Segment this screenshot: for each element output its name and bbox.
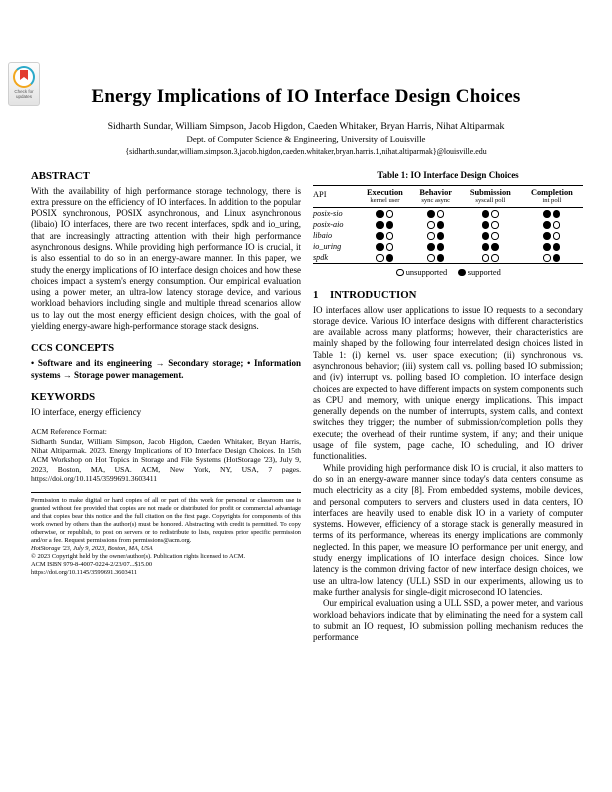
unsupported-circle-icon (427, 221, 435, 229)
support-cell (460, 252, 521, 264)
page-title: Energy Implications of IO Interface Design Choices (91, 86, 521, 107)
crossmark-badge[interactable] (8, 62, 40, 106)
supported-circle-icon (482, 232, 490, 240)
support-cell (460, 241, 521, 252)
supported-circle-icon (482, 210, 490, 218)
supported-circle-icon (376, 221, 384, 229)
support-cell (412, 230, 460, 241)
supported-circle-icon (437, 232, 445, 240)
supported-circle-icon (543, 232, 551, 240)
unsupported-circle-icon (427, 232, 435, 240)
unsupported-circle-icon (553, 221, 561, 229)
supported-circle-icon (386, 254, 394, 262)
support-cell (358, 230, 411, 241)
supported-circle-icon (458, 269, 466, 277)
unsupported-circle-icon (427, 254, 435, 262)
support-cell (521, 252, 583, 264)
doi-link[interactable]: https://doi.org/10.1145/3599691.3603411 (31, 568, 138, 576)
support-cell (412, 241, 460, 252)
supported-circle-icon (491, 243, 499, 251)
supported-circle-icon (553, 243, 561, 251)
supported-circle-icon (376, 210, 384, 218)
column-group-header: Execution kernel user (358, 185, 411, 207)
ccs-heading: CCS CONCEPTS (31, 342, 115, 355)
support-cell (521, 241, 583, 252)
acm-ref-text: Sidharth Sundar, William Simpson, Jacob Higdon, Caeden Whitaker, Bryan Harris, Nihat Altiparmak. 2023. Energy Implications of IO Interface Design Choices. In 15th ACM Workshop on Hot Topics in Storage and File Systems (HotStorage '23), July 9, 2023, Boston, MA, USA. ACM, New York, NY, USA, 7 pages. https://doi.org/10.1145/3599691.3603411 (31, 436, 301, 484)
api-name: posix-sio (313, 208, 343, 218)
unsupported-circle-icon (491, 232, 499, 240)
keywords-text: IO interface, energy efficiency (31, 406, 142, 417)
supported-circle-icon (543, 221, 551, 229)
unsupported-circle-icon (491, 221, 499, 229)
supported-circle-icon (437, 254, 445, 262)
keywords-heading: KEYWORDS (31, 390, 96, 403)
api-name: libaio (313, 230, 333, 240)
unsupported-circle-icon (386, 210, 394, 218)
api-column-header: API (313, 189, 327, 199)
unsupported-circle-icon (437, 210, 445, 218)
api-name: io_uring (313, 241, 342, 251)
supported-circle-icon (386, 221, 394, 229)
abstract-heading: ABSTRACT (31, 169, 90, 182)
supported-circle-icon (553, 210, 561, 218)
intro-paragraph-1: IO interfaces allow user applications to issue IO requests to a secondary storage device. Various IO interface designs with different characteristics are available across many platforms; however, their characteristics are mainly shaped by the following four interrelated design choices listed in Table 1: (i) kernel vs. user space execution; (ii) synchronous vs. asynchronous behavior; (iii) system call vs. polling based IO submission; and (iv) interrupt vs. polling based IO completion. IO interface design choices are expected to have different impacts on system components such as CPU and memory, with unique energy implications. This impact generally depends on the number of interrupts, system calls, and context switches they trigger; the number of submission/completion polls they execute; the overhead of their runtime system, if any; and their unique usage of file system, page cache, IO scheduling, and IO driver functionalities. (313, 304, 583, 462)
support-cell (358, 207, 411, 219)
support-cell (412, 219, 460, 230)
abstract-text: With the availability of high performance storage technology, there is extra pressure on the efficiency of IO interfaces. In addition to the popular POSIX synchronous, POSIX asynchronous, and Linux asynchronous (libaio) IO interfaces, there are two recent interfaces, spdk and io_uring, that are increasingly attracting attention with their high performance asynchronous designs. While providing high performance IO is crucial, it is also essential to do so in an energy-aware manner. In this paper, we study the energy implications of IO interface design choices and how these choices impact a system's energy consumption. Our empirical evaluation using a power meter, an ultra-low latency storage device, and various workload behaviors including single and multiple thread scenarios allow us to lay out the most energy efficient design choices, with the goal of yielding energy-aware high-performance storage stack designs. (31, 185, 302, 332)
intro-paragraph-2: While providing high performance disk IO is crucial, it also matters to do so in an energy-aware manner since today's data centers consume as much electricity as a city [8]. From embedded systems, mobile devices, and personal computers to servers and clusters used in data centers, IO interfaces are heavily used to enable disk IO in a variety of computer systems. However, efficiency of a storage stack is generally measured in terms of its performance, whereas its energy implications are commonly neglected. In this paper, we measure IO performance per unit energy, and study energy implications of IO interface design choices. Since low latency is the common driving factor of new interface design choices, we use an ultra-low latency (ULL) SSD in our experiments, allowing us to make further analysis for single-digit microsecond IO latencies. (313, 462, 583, 597)
supported-circle-icon (437, 243, 445, 251)
acm-ref-label: ACM Reference Format: (31, 427, 107, 437)
unsupported-circle-icon (491, 254, 499, 262)
footnote-block (31, 492, 301, 577)
table-legend (313, 268, 583, 277)
supported-circle-icon (482, 221, 490, 229)
column-group-header: Submission syscall poll (460, 185, 521, 207)
unsupported-circle-icon (482, 254, 490, 262)
left-column (31, 170, 301, 644)
table-row (313, 230, 583, 241)
support-cell (521, 207, 583, 219)
intro-paragraph-3: Our empirical evaluation using a ULL SSD, a power meter, and various workload behaviors indicate that by eliminating the need for a system call to submit an IO request, IO submission polling mechanism reduces the performance (313, 598, 583, 643)
column-group-header: Completion int poll (521, 185, 583, 207)
support-cell (521, 219, 583, 230)
affiliation-line: Dept. of Computer Science & Engineering, University of Louisville (186, 134, 426, 144)
supported-circle-icon (437, 221, 445, 229)
support-cell (412, 252, 460, 264)
crossmark-label: Check for updates (14, 89, 34, 99)
io-interface-table (313, 185, 583, 264)
permission-text: Permission to make digital or hard copies of all or part of this work for personal or classroom use is granted without fee provided that copies are not made or distributed for profit or commercial advantage and that copies bear this notice and the full citation on the first page. Copyrights for components of this work owned by others than the author(s) must be honored. Abstracting with credit is permitted. To copy otherwise, or republish, to post on servers or to redistribute to lists, requires prior specific permission and/or a fee. Request permissions from permissions@acm.org. (31, 496, 301, 544)
table1-caption: Table 1: IO Interface Design Choices (377, 169, 519, 180)
table-row (313, 241, 583, 252)
column-subheader: sync async (421, 196, 451, 204)
supported-circle-icon (376, 243, 384, 251)
copyright-line: © 2023 Copyright held by the owner/author(s). Publication rights licensed to ACM. (31, 552, 246, 560)
table-row (313, 252, 583, 264)
section-title: INTRODUCTION (330, 288, 417, 301)
supported-circle-icon (427, 210, 435, 218)
bookmark-icon (20, 70, 28, 80)
email-line: {sidharth.sundar,william.simpson.3,jacob.higdon,caeden.whitaker,bryan.harris.1,nihat.altiparmak}@louisville.edu (125, 146, 487, 156)
right-column (313, 170, 583, 644)
api-name: posix-aio (313, 219, 344, 229)
supported-circle-icon (553, 254, 561, 262)
supported-circle-icon (543, 210, 551, 218)
column-group-header: Behavior sync async (412, 185, 460, 207)
supported-circle-icon (543, 243, 551, 251)
api-name: spdk (313, 252, 329, 262)
isbn-line: ACM ISBN 979-8-4007-0224-2/23/07...$15.00 (31, 560, 153, 568)
support-cell (460, 230, 521, 241)
legend-supported-label: supported (467, 267, 501, 277)
unsupported-circle-icon (491, 210, 499, 218)
table-row (313, 219, 583, 230)
section-number: 1 (313, 288, 319, 301)
unsupported-circle-icon (553, 232, 561, 240)
table-header-row (313, 185, 583, 207)
support-cell (358, 241, 411, 252)
support-cell (460, 207, 521, 219)
introduction-heading (313, 289, 583, 301)
column-subheader: int poll (542, 196, 562, 204)
venue-line: HotStorage '23, July 9, 2023, Boston, MA, USA (31, 544, 153, 552)
legend-unsupported-label: unsupported (405, 267, 448, 277)
support-cell (358, 252, 411, 264)
table-row (313, 207, 583, 219)
supported-circle-icon (482, 243, 490, 251)
column-subheader: syscall poll (475, 196, 506, 204)
unsupported-circle-icon (543, 254, 551, 262)
unsupported-circle-icon (386, 232, 394, 240)
support-cell (460, 219, 521, 230)
column-subheader: kernel user (370, 196, 400, 204)
unsupported-circle-icon (376, 254, 384, 262)
author-line: Sidharth Sundar, William Simpson, Jacob Higdon, Caeden Whitaker, Bryan Harris, Nihat Altiparmak (107, 121, 505, 132)
supported-circle-icon (376, 232, 384, 240)
supported-circle-icon (427, 243, 435, 251)
support-cell (412, 207, 460, 219)
unsupported-circle-icon (386, 243, 394, 251)
crossmark-icon (13, 66, 35, 88)
support-cell (358, 219, 411, 230)
support-cell (521, 230, 583, 241)
unsupported-circle-icon (396, 269, 404, 277)
two-column-body (0, 156, 612, 644)
ccs-text: • Software and its engineering → Secondary storage; • Information systems → Storage power management. (31, 358, 301, 380)
title-block (0, 0, 612, 156)
